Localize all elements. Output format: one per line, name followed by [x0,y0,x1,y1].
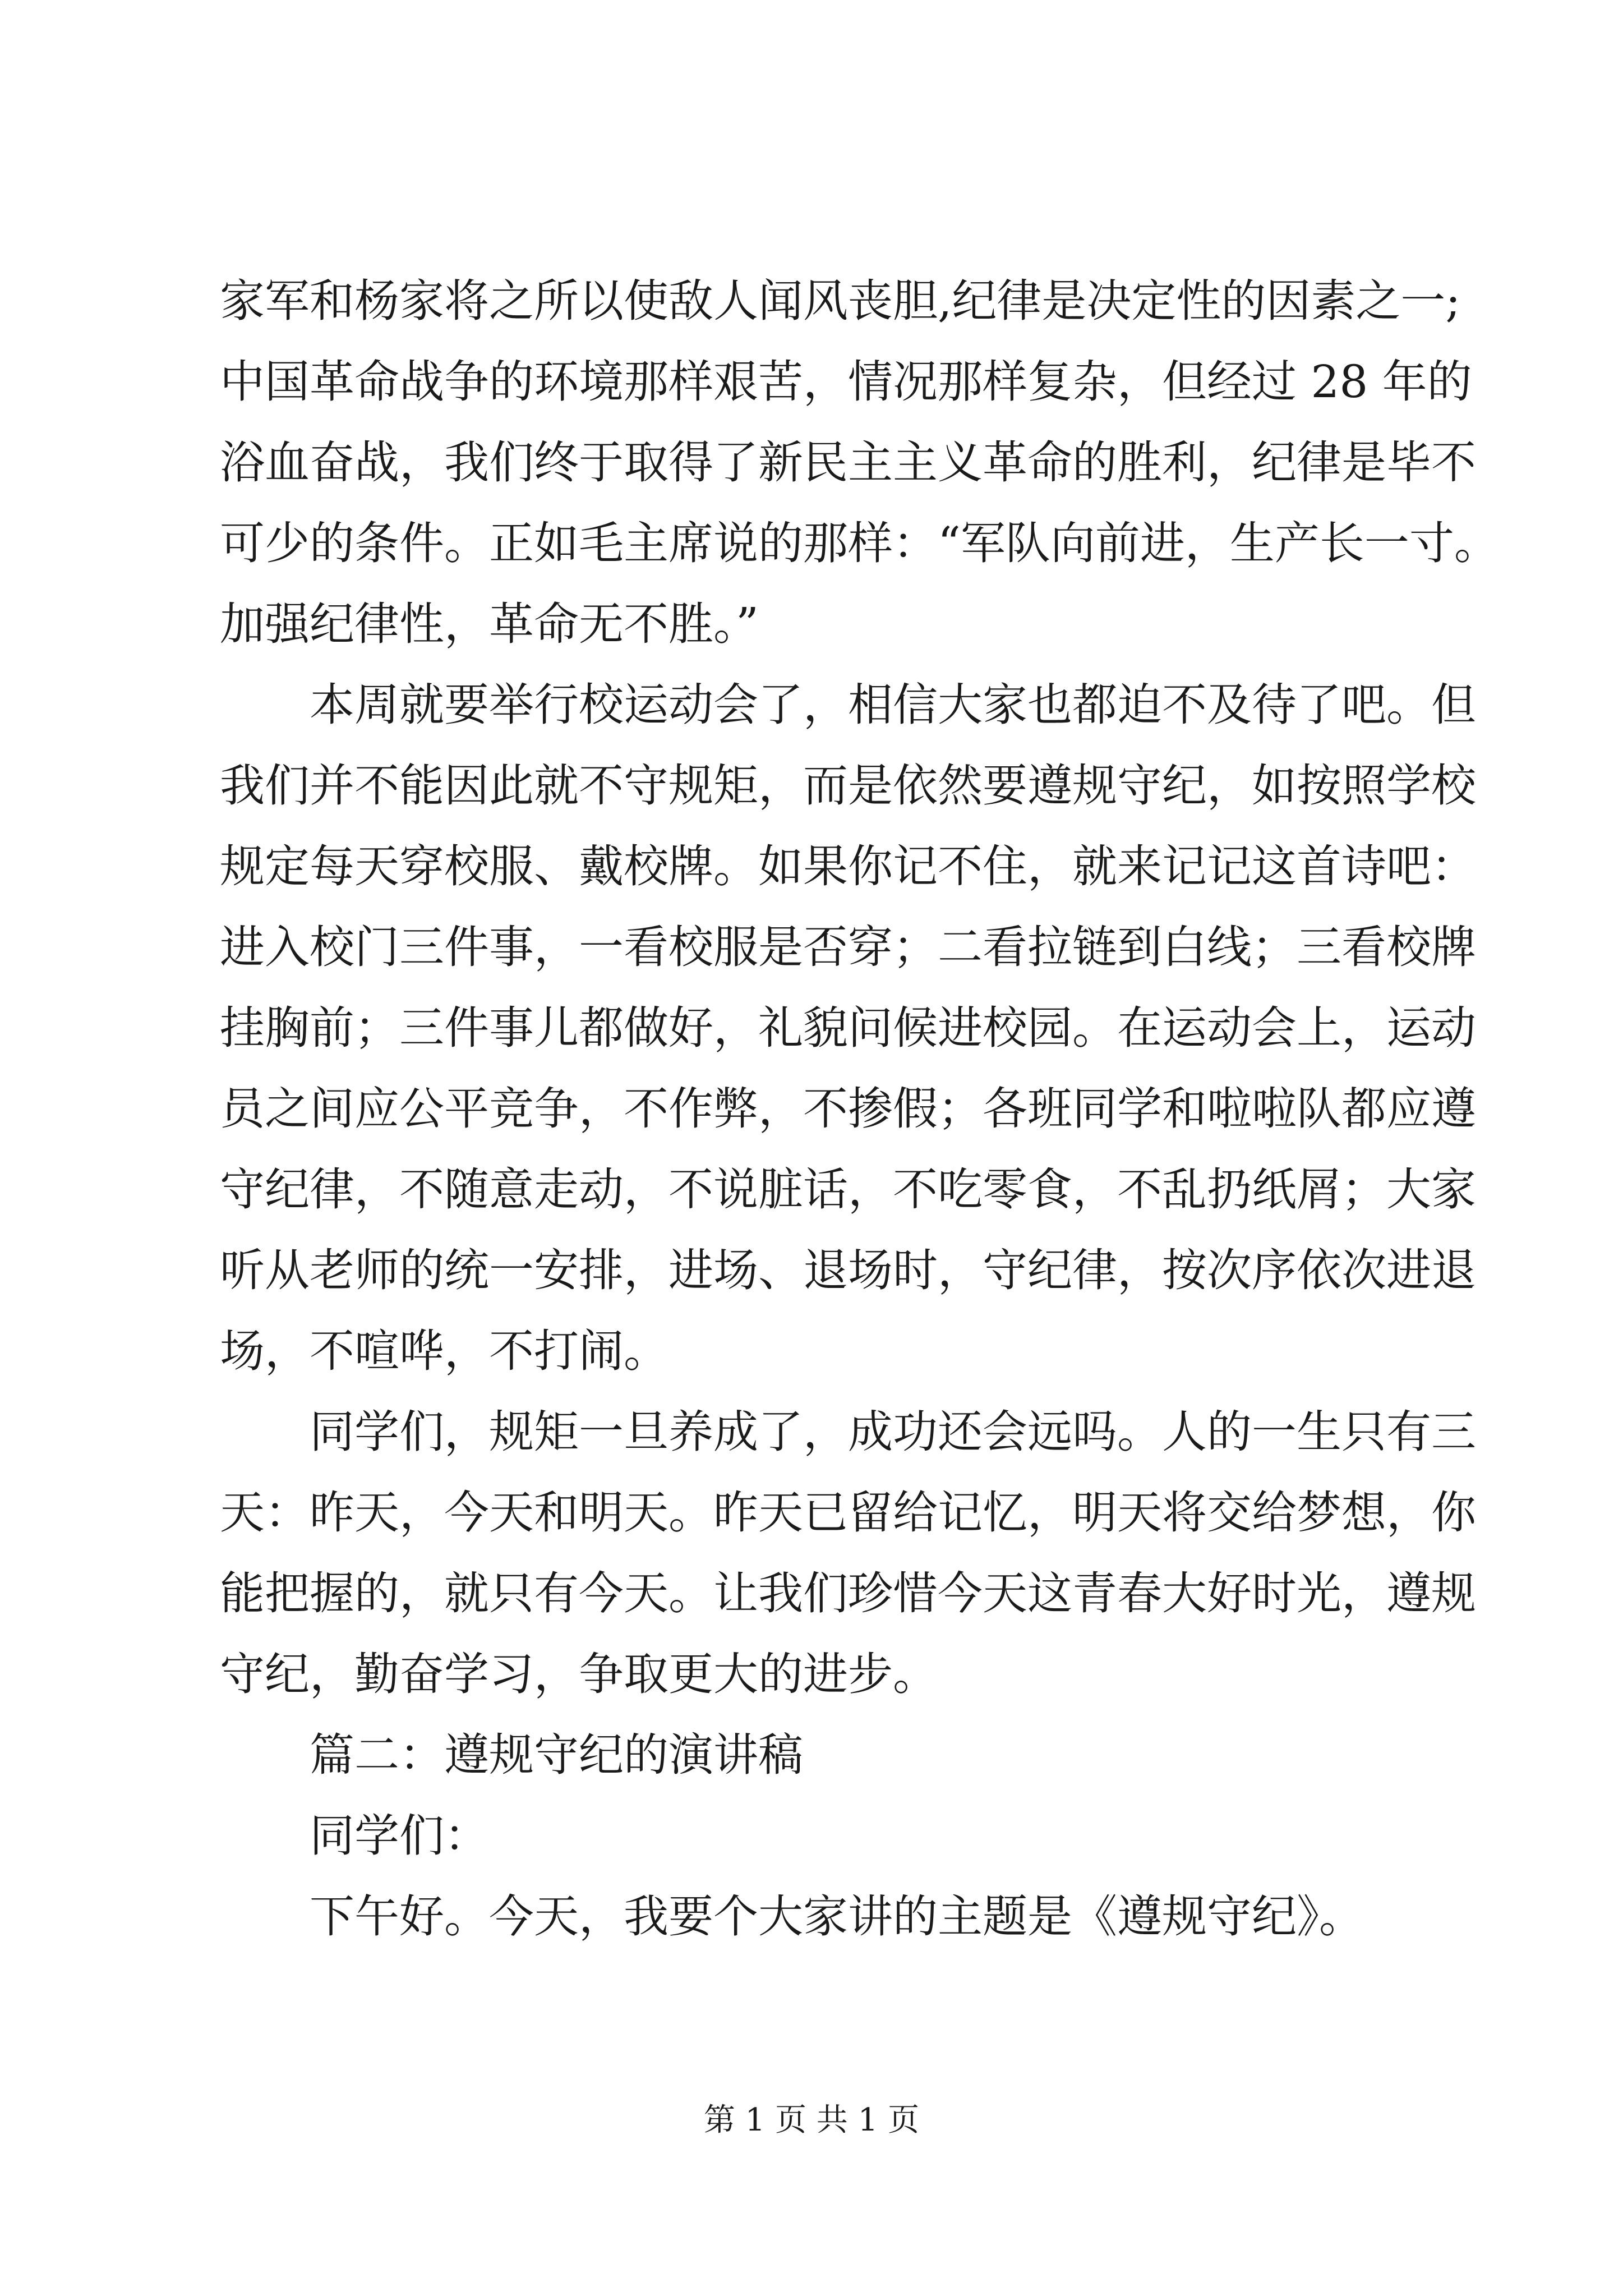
body-text [220,261,1499,1957]
text-line: 听从老师的统一安排，进场、退场时，守纪律，按次序依次进退 [220,1244,1476,1296]
text-line: 加强纪律性，革命无不胜。” [220,598,759,650]
text-line: 浴血奋战，我们终于取得了新民主主义革命的胜利，纪律是毕不 [220,436,1476,489]
page-footer: 第 1 页 共 1 页 [703,2102,920,2138]
text-line: 员之间应公平竞争，不作弊，不掺假；各班同学和啦啦队都应遵 [220,1083,1476,1135]
text-line: 本周就要举行校运动会了，相信大家也都迫不及待了吧。但 [310,679,1476,731]
text-line: 篇二：遵规守纪的演讲稿 [310,1729,803,1781]
text-line: 同学们，规矩一旦养成了，成功还会远吗。人的一生只有三 [310,1406,1476,1458]
text-line: 能把握的，就只有今天。让我们珍惜今天这青春大好时光，遵规 [220,1567,1476,1619]
text-line: 场，不喧哗，不打闹。 [220,1325,668,1377]
text-line: 我们并不能因此就不守规矩，而是依然要遵规守纪，如按照学校 [220,760,1476,812]
text-line: 守纪，勤奋学习，争取更大的进步。 [220,1648,938,1700]
text-line: 中国革命战争的环境那样艰苦，情况那样复杂，但经过 28 年的 [220,356,1472,408]
text-line: 下午好。今天，我要个大家讲的主题是《遵规守纪》。 [310,1890,1364,1943]
text-line: 家军和杨家将之所以使敌人闻风丧胆,纪律是决定性的因素之一; [220,275,1461,327]
text-line: 天：昨天，今天和明天。昨天已留给记忆，明天将交给梦想，你 [220,1487,1476,1539]
text-line: 守纪律，不随意走动，不说脏话，不吃零食，不乱扔纸屑；大家 [220,1163,1476,1216]
text-line: 进入校门三件事，一看校服是否穿；二看拉链到白线；三看校牌 [220,921,1476,973]
text-line: 可少的条件。正如毛主席说的那样：“军队向前进，生产长一寸。 [220,517,1499,569]
text-line: 挂胸前；三件事儿都做好，礼貌问候进校园。在运动会上，运动 [220,1002,1476,1054]
text-line: 规定每天穿校服、戴校牌。如果你记不住，就来记记这首诗吧： [220,840,1476,892]
text-line: 同学们： [310,1810,489,1862]
